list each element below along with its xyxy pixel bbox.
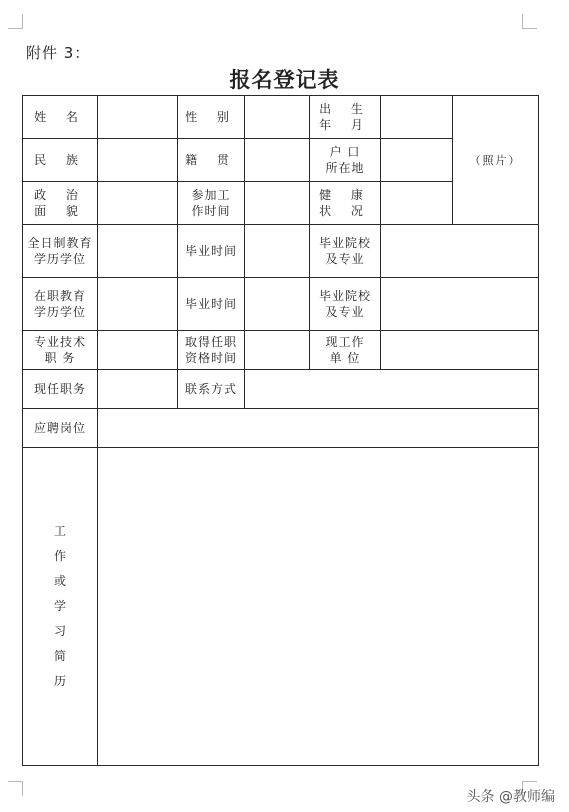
field-native-place[interactable] <box>245 139 310 182</box>
field-gender[interactable] <box>245 96 310 139</box>
field-work-start[interactable] <box>245 182 310 225</box>
field-grad-school-2[interactable] <box>381 278 539 331</box>
attachment-label: 附件 3： <box>26 44 91 62</box>
field-ethnicity[interactable] <box>98 139 178 182</box>
field-current-unit[interactable] <box>381 331 539 370</box>
field-birth[interactable] <box>381 96 453 139</box>
label-current-unit: 现工作 单 位 <box>310 331 381 370</box>
field-inservice-edu[interactable] <box>98 278 178 331</box>
field-household[interactable] <box>381 139 453 182</box>
label-name: 姓 名 <box>23 96 98 139</box>
field-health[interactable] <box>381 182 453 225</box>
field-political[interactable] <box>98 182 178 225</box>
label-work-start: 参加工 作时间 <box>178 182 245 225</box>
page-corner-mark <box>8 14 23 29</box>
label-ethnicity: 民 族 <box>23 139 98 182</box>
watermark: 头条 @教师编 <box>466 789 555 805</box>
label-grad-time: 毕业时间 <box>178 225 245 278</box>
label-resume: 工作或学习简历 <box>23 448 98 766</box>
field-grad-time-2[interactable] <box>245 278 310 331</box>
label-health: 健 康 状 况 <box>310 182 381 225</box>
label-contact: 联系方式 <box>178 370 245 409</box>
field-grad-school[interactable] <box>381 225 539 278</box>
field-applied-post[interactable] <box>98 409 539 448</box>
page-corner-mark <box>8 781 23 796</box>
field-grad-time[interactable] <box>245 225 310 278</box>
label-grad-time-2: 毕业时间 <box>178 278 245 331</box>
label-birth: 出 生 年 月 <box>310 96 381 139</box>
field-contact[interactable] <box>245 370 539 409</box>
label-qualify-time: 取得任职 资格时间 <box>178 331 245 370</box>
label-grad-school-2: 毕业院校 及专业 <box>310 278 381 331</box>
field-resume[interactable] <box>98 448 539 766</box>
label-native-place: 籍 贯 <box>178 139 245 182</box>
label-applied-post: 应聘岗位 <box>23 409 98 448</box>
label-inservice-edu: 在职教育 学历学位 <box>23 278 98 331</box>
field-current-post[interactable] <box>98 370 178 409</box>
label-tech-position: 专业技术 职 务 <box>23 331 98 370</box>
photo-cell[interactable]: （照片） <box>453 96 539 225</box>
label-household: 户 口 所在地 <box>310 139 381 182</box>
registration-form-table <box>22 95 539 766</box>
field-tech-position[interactable] <box>98 331 178 370</box>
page-title: 报名登记表 <box>229 68 340 92</box>
page-corner-mark <box>522 14 537 29</box>
label-grad-school: 毕业院校 及专业 <box>310 225 381 278</box>
label-gender: 性 别 <box>178 96 245 139</box>
field-qualify-time[interactable] <box>245 331 310 370</box>
label-political: 政 治 面 貌 <box>23 182 98 225</box>
label-fulltime-edu: 全日制教育 学历学位 <box>23 225 98 278</box>
field-fulltime-edu[interactable] <box>98 225 178 278</box>
label-current-post: 现任职务 <box>23 370 98 409</box>
field-name[interactable] <box>98 96 178 139</box>
